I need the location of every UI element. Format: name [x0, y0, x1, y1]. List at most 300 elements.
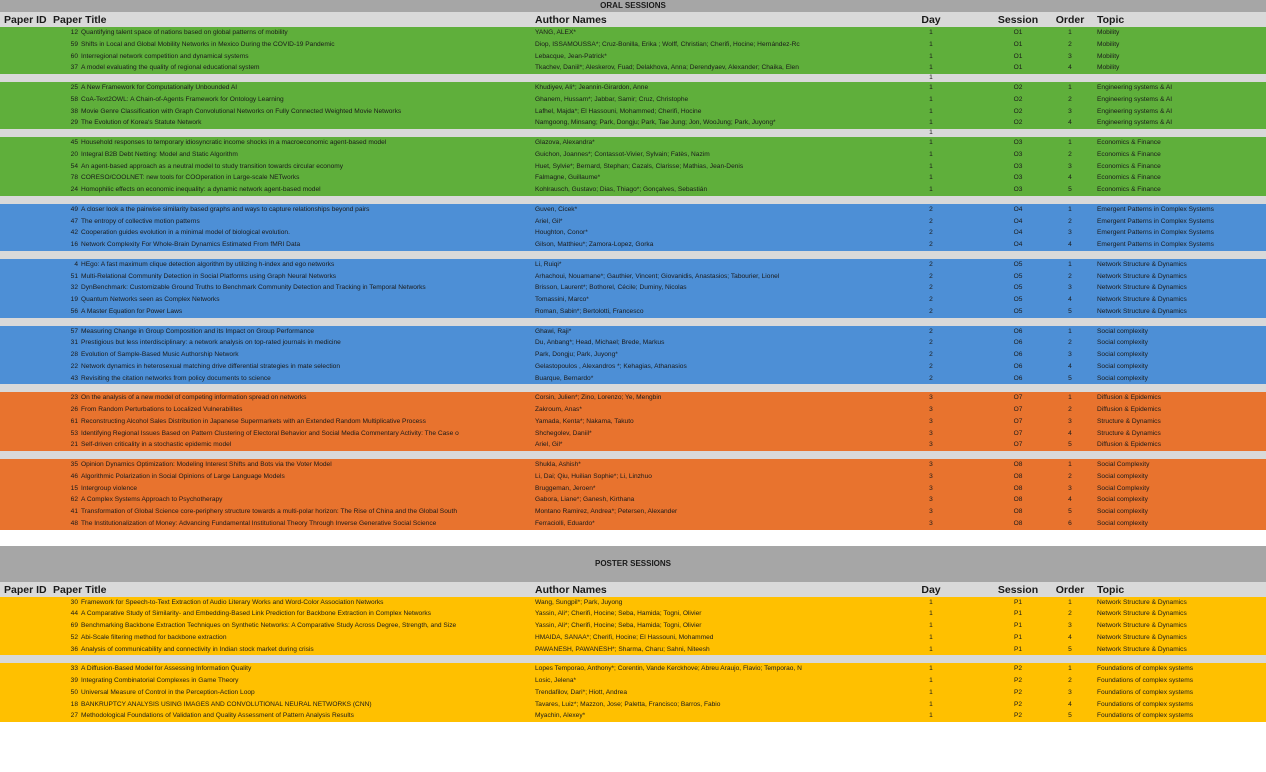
cell-topic: Foundations of complex systems [1097, 688, 1194, 696]
cell-session: O4 [1013, 229, 1023, 237]
cell-paper-title: Transformation of Global Science core-periphery structure towards a multi-polar horizon: The Rise of China and the Global South [81, 508, 458, 515]
cell-day: 2 [929, 284, 933, 292]
cell-paper-id: 46 [70, 472, 78, 480]
table-row[interactable] [0, 710, 1266, 722]
cell-session: P1 [1013, 598, 1023, 606]
cell-day: 1 [929, 29, 933, 36]
poster-sessions-title: POSTER SESSIONS [0, 546, 1266, 582]
cell-paper-id: 36 [70, 645, 78, 653]
header-paper-title[interactable]: Paper Title [53, 14, 107, 26]
cell-order: 3 [1068, 284, 1072, 292]
cell-day: 1 [929, 174, 933, 182]
cell-session: O8 [1013, 461, 1023, 468]
table-row[interactable] [0, 62, 1266, 74]
cell-order: 1 [1068, 461, 1072, 468]
header-author-names[interactable]: Author Names [535, 583, 607, 596]
cell-paper-id: 25 [70, 84, 78, 91]
cell-day: 1 [929, 633, 933, 641]
cell-author-names: Tavares, Luiz*; Mazzon, Jose; Paletta, Francisco; Barros, Fabio [535, 700, 721, 708]
cell-author-names: Houghton, Conor* [535, 229, 588, 237]
cell-day: 1 [929, 162, 933, 170]
header-order[interactable]: Order [1055, 583, 1085, 596]
cell-topic: Network Structure & Dynamics [1097, 284, 1187, 292]
table-row[interactable] [0, 608, 1266, 620]
table-row[interactable] [0, 483, 1266, 495]
cell-paper-id: 57 [70, 327, 78, 335]
cell-session: P2 [1013, 700, 1023, 708]
cell-session: P2 [1013, 677, 1023, 684]
table-row[interactable] [0, 416, 1266, 428]
cell-paper-title: Revisiting the citation networks from policy documents to science [81, 374, 271, 382]
cell-paper-id: 35 [70, 461, 78, 468]
cell-day: 1 [929, 622, 933, 629]
cell-author-names: Tomassini, Marco* [535, 296, 589, 303]
cell-topic: Structure & Dynamics [1097, 429, 1161, 437]
cell-session: O3 [1013, 162, 1023, 170]
cell-topic: Mobility [1097, 40, 1120, 48]
cell-topic: Network Structure & Dynamics [1097, 272, 1187, 280]
cell-paper-id: 78 [70, 174, 78, 182]
cell-paper-id: 45 [70, 139, 78, 146]
cell-order: 2 [1068, 677, 1072, 684]
cell-paper-id: 20 [70, 150, 78, 158]
header-day[interactable]: Day [921, 583, 941, 596]
cell-topic: Social complexity [1097, 351, 1148, 358]
table-row[interactable] [0, 106, 1266, 118]
cell-session: O1 [1013, 52, 1023, 60]
table-row[interactable] [0, 117, 1266, 129]
cell-paper-title: CoA-Text2OWL: A Chain-of-Agents Framework for Ontology Learning [81, 95, 284, 103]
table-row[interactable] [0, 39, 1266, 51]
cell-paper-id: 21 [70, 441, 78, 449]
cell-paper-id: 50 [70, 688, 78, 696]
cell-author-names: Glazova, Alexandra* [535, 139, 595, 146]
cell-paper-id: 32 [70, 284, 78, 292]
cell-paper-title: Universal Measure of Control in the Perception-Action Loop [81, 688, 255, 696]
cell-order: 3 [1068, 417, 1072, 425]
table-row[interactable] [0, 82, 1266, 94]
cell-author-names: Bruggeman, Jeroen* [535, 484, 596, 492]
cell-session: O3 [1013, 174, 1023, 182]
cell-paper-title: From Random Perturbations to Localized Vulnerabilites [81, 406, 243, 413]
cell-day: 2 [929, 339, 933, 347]
cell-paper-title: Movie Genre Classification with Graph Convolutional Networks on Fully Connected Weighted Movie Networks [81, 107, 402, 115]
cell-author-names: Gabora, Liane*; Ganesh, Kirthana [535, 496, 635, 504]
cell-paper-title: HEgo: A fast maximum clique detection algorithm by utilizing h-index and ego networks [81, 260, 335, 268]
cell-author-names: Wang, Sungpil*; Park, Juyong [535, 598, 623, 606]
cell-author-names: Kohlrausch, Gustavo; Dias, Thiago*; Gonçalves, Sebastián [535, 186, 708, 193]
cell-paper-id: 19 [70, 296, 78, 303]
cell-day: 3 [929, 429, 933, 437]
oral-header-row [0, 12, 1266, 27]
table-row[interactable] [0, 699, 1266, 711]
table-row[interactable] [0, 51, 1266, 63]
cell-topic: Economics & Finance [1097, 162, 1161, 170]
cell-session: O7 [1013, 441, 1023, 449]
cell-topic: Network Structure & Dynamics [1097, 260, 1187, 268]
cell-paper-id: 31 [70, 339, 78, 347]
cell-author-names: Zakroum, Anas* [535, 406, 582, 413]
cell-author-names: Ariel, Gil* [535, 441, 563, 449]
cell-topic: Engineering systems & AI [1097, 95, 1173, 103]
table-row[interactable] [0, 404, 1266, 416]
table-row[interactable] [0, 227, 1266, 239]
cell-paper-title: On the analysis of a new model of competing information spread on networks [81, 394, 307, 402]
header-author-names[interactable]: Author Names [535, 14, 607, 26]
cell-order: 5 [1068, 712, 1072, 720]
cell-author-names: Shukla, Ashish* [535, 461, 581, 468]
cell-paper-id: 56 [70, 307, 78, 315]
cell-topic: Economics & Finance [1097, 139, 1161, 146]
cell-order: 3 [1068, 107, 1072, 115]
header-paper-id[interactable]: Paper ID [4, 14, 47, 26]
poster-header-row [0, 582, 1266, 597]
cell-session: O2 [1013, 107, 1023, 115]
cell-session: O1 [1013, 29, 1023, 36]
cell-day: 1 [929, 40, 933, 48]
cell-paper-id: 47 [70, 217, 78, 225]
group-separator [0, 74, 1266, 82]
cell-session: O5 [1013, 296, 1023, 303]
cell-day: 3 [929, 441, 933, 449]
cell-author-names: Lopes Temporao, Anthony*; Corentin, Vande Kerckhove; Abreu Araujo, Flavio; Temporao, N [535, 665, 802, 673]
cell-paper-id: 29 [70, 119, 78, 127]
cell-topic: Emergent Patterns in Complex Systems [1097, 217, 1214, 225]
cell-session: O7 [1013, 417, 1023, 425]
cell-paper-id: 27 [70, 712, 78, 720]
table-row[interactable] [0, 644, 1266, 656]
cell-session: O7 [1013, 406, 1023, 413]
cell-topic: Economics & Finance [1097, 174, 1161, 182]
cell-author-names: Ghanem, Hussam*; Jabbar, Samir; Cruz, Christophe [535, 95, 689, 103]
table-row[interactable] [0, 428, 1266, 440]
cell-session: O6 [1013, 327, 1023, 335]
cell-topic: Foundations of complex systems [1097, 677, 1194, 684]
cell-paper-id: 62 [70, 496, 78, 504]
oral-table-body [0, 27, 1266, 530]
table-row[interactable] [0, 632, 1266, 644]
table-row[interactable] [0, 687, 1266, 699]
table-row[interactable] [0, 27, 1266, 39]
table-row[interactable] [0, 137, 1266, 149]
cell-day: 2 [929, 229, 933, 237]
table-row[interactable] [0, 271, 1266, 283]
table-row[interactable] [0, 161, 1266, 173]
cell-paper-title: Self-driven criticality in a stochastic epidemic model [81, 441, 232, 449]
table-row[interactable] [0, 216, 1266, 228]
cell-author-names: Lafhel, Majda*; El Hassouni, Mohammed; Cherifi, Hocine [535, 107, 702, 115]
cell-session: O6 [1013, 339, 1023, 347]
cell-day: 2 [929, 296, 933, 303]
cell-session: O3 [1013, 150, 1023, 158]
cell-order: 4 [1068, 174, 1072, 182]
cell-day: 2 [929, 205, 933, 213]
cell-session: O6 [1013, 351, 1023, 358]
cell-topic: Social complexity [1097, 519, 1148, 527]
table-row[interactable] [0, 172, 1266, 184]
cell-order: 5 [1068, 441, 1072, 449]
cell-session: O8 [1013, 508, 1023, 515]
cell-order: 4 [1068, 296, 1072, 303]
cell-day: 1 [929, 95, 933, 103]
cell-order: 2 [1068, 472, 1072, 480]
cell-order: 2 [1068, 406, 1072, 413]
group-separator [0, 251, 1266, 259]
cell-topic: Diffusion & Epidemics [1097, 394, 1162, 402]
table-row[interactable] [0, 506, 1266, 518]
cell-author-names: HMAIDA, SANAA*; Cherifi, Hocine; El Hassouni, Mohammed [535, 633, 714, 641]
cell-paper-id: 16 [70, 241, 78, 248]
table-row[interactable] [0, 675, 1266, 687]
cell-author-names: Ghawi, Raji* [535, 327, 572, 335]
cell-paper-title: Abi-Scale filtering method for backbone extraction [81, 633, 227, 641]
cell-order: 1 [1068, 260, 1072, 268]
cell-author-names: Guven, Cicek* [535, 205, 578, 213]
cell-author-names: Arhachoui, Nouamane*; Gauthier, Vincent; Giovanidis, Anastasios; Tabourier, Lionel [535, 272, 780, 280]
cell-paper-title: Quantum Networks seen as Complex Networks [81, 296, 220, 303]
cell-session: O7 [1013, 429, 1023, 437]
cell-session: O5 [1013, 307, 1023, 315]
cell-topic: Foundations of complex systems [1097, 665, 1194, 673]
header-topic[interactable]: Topic [1097, 14, 1125, 26]
cell-author-names: Ferraciolli, Eduardo* [535, 519, 595, 527]
cell-order: 4 [1068, 362, 1072, 370]
cell-topic: Emergent Patterns in Complex Systems [1097, 229, 1214, 237]
cell-author-names: Shchegolev, Daniil* [535, 429, 592, 437]
cell-day: 3 [929, 484, 933, 492]
cell-author-names: Yassin, Ali*; Cherifi, Hocine; Seba, Hamida; Togni, Olivier [535, 622, 702, 629]
cell-day: 3 [929, 508, 933, 515]
table-row[interactable] [0, 373, 1266, 385]
cell-day: 1 [929, 64, 933, 72]
cell-author-names: Diop, ISSAMOUSSA*; Cruz-Bonilla, Erika ; Wolff, Christian; Cherifi, Hocine; Hernández-Rc [535, 40, 800, 48]
cell-paper-title: BANKRUPTCY ANALYSIS USING IMAGES AND CONVOLUTIONAL NEURAL NETWORKS (CNN) [81, 700, 372, 708]
header-topic[interactable]: Topic [1097, 583, 1125, 596]
header-day[interactable]: Day [921, 14, 941, 26]
table-row[interactable] [0, 259, 1266, 271]
cell-paper-title: Methodological Foundations of Validation and Quality Assessment of Pattern Analysis Results [81, 712, 354, 720]
cell-session: O4 [1013, 241, 1023, 248]
cell-author-names: Montano Ramirez, Andrea*; Petersen, Alexander [535, 508, 678, 515]
cell-paper-id: 49 [70, 205, 78, 213]
cell-day: 3 [929, 519, 933, 527]
cell-order: 5 [1068, 508, 1072, 515]
table-row[interactable] [0, 471, 1266, 483]
cell-order: 2 [1068, 150, 1072, 158]
cell-order: 6 [1068, 519, 1072, 527]
header-paper-id[interactable]: Paper ID [4, 583, 47, 596]
cell-paper-id: 60 [70, 52, 78, 60]
cell-topic: Emergent Patterns in Complex Systems [1097, 205, 1214, 213]
table-row[interactable] [0, 184, 1266, 196]
cell-topic: Network Structure & Dynamics [1097, 307, 1187, 315]
cell-topic: Mobility [1097, 29, 1120, 36]
cell-author-names: Guichon, Joannes*; Contassot-Vivier, Sylvain; Fatès, Nazim [535, 150, 710, 158]
cell-paper-title: Measuring Change in Group Composition and its Impact on Group Performance [81, 327, 315, 335]
cell-order: 2 [1068, 339, 1072, 347]
table-row[interactable] [0, 663, 1266, 675]
cell-author-names: PAWANESH, PAWANESH*; Sharma, Charu; Sahni, Niteesh [535, 645, 710, 653]
cell-session: O2 [1013, 119, 1023, 127]
group-separator [0, 655, 1266, 663]
table-row[interactable] [0, 94, 1266, 106]
cell-paper-title: A model evaluating the quality of regional educational system [81, 64, 260, 72]
cell-session: O2 [1013, 84, 1023, 91]
cell-paper-title: Cooperation guides evolution in a minimal model of biological evolution. [81, 229, 290, 237]
cell-author-names: Buarque, Bernardo* [535, 374, 594, 382]
cell-topic: Network Structure & Dynamics [1097, 633, 1187, 641]
cell-paper-id: 41 [70, 508, 78, 515]
cell-author-names: Roman, Sabin*; Bertolotti, Francesco [535, 307, 644, 315]
cell-order: 5 [1068, 374, 1072, 382]
cell-order: 2 [1068, 272, 1072, 280]
cell-paper-title: Homophilic effects on economic inequality: a dynamic network agent-based model [81, 186, 321, 193]
cell-author-names: Brisson, Laurent*; Bothorel, Cécile; Duminy, Nicolas [535, 284, 687, 292]
cell-session: P1 [1013, 633, 1023, 641]
cell-order: 1 [1068, 327, 1072, 335]
cell-topic: Social complexity [1097, 362, 1148, 370]
table-row[interactable] [0, 306, 1266, 318]
cell-paper-id: 43 [70, 374, 78, 382]
cell-order: 1 [1068, 139, 1072, 146]
cell-topic: Network Structure & Dynamics [1097, 622, 1187, 629]
cell-author-names: Losic, Jelena* [535, 677, 577, 684]
cell-topic: Social complexity [1097, 327, 1148, 335]
table-row[interactable] [0, 459, 1266, 471]
cell-day: 1 [929, 139, 933, 146]
cell-paper-title: Shifts in Local and Global Mobility Networks in Mexico During the COVID-19 Pandemic [81, 40, 335, 48]
cell-order: 3 [1068, 52, 1072, 60]
table-row[interactable] [0, 149, 1266, 161]
cell-session: P2 [1013, 665, 1023, 673]
cell-order: 3 [1068, 351, 1072, 358]
table-row[interactable] [0, 282, 1266, 294]
cell-author-names: Li, Ruiqi* [535, 260, 562, 268]
cell-paper-title: Algorithmic Polarization in Social Opinions of Large Language Models [81, 472, 285, 480]
table-row[interactable] [0, 597, 1266, 609]
cell-paper-title: Framework for Speech-to-Text Extraction of Audio Literary Works and Word-Color Association Networks [81, 598, 384, 606]
cell-topic: Diffusion & Epidemics [1097, 441, 1162, 449]
table-row[interactable] [0, 494, 1266, 506]
cell-paper-title: DynBenchmark: Customizable Ground Truths to Benchmark Community Detection and Tracking in Temporal Networks [81, 284, 426, 292]
cell-paper-id: 22 [70, 362, 78, 370]
cell-author-names: Ariel, Gil* [535, 217, 563, 225]
cell-paper-id: 23 [70, 394, 78, 402]
cell-day: 3 [929, 461, 933, 468]
cell-day: 3 [929, 496, 933, 504]
table-row[interactable] [0, 518, 1266, 530]
cell-topic: Social complexity [1097, 339, 1148, 347]
cell-topic: Economics & Finance [1097, 150, 1161, 158]
header-session[interactable]: Session [997, 14, 1039, 26]
cell-paper-title: Integrating Combinatorial Complexes in Game Theory [81, 677, 239, 684]
cell-topic: Mobility [1097, 52, 1120, 60]
cell-author-names: Yamada, Kenta*; Nakama, Takuto [535, 417, 634, 425]
cell-paper-id: 38 [70, 107, 78, 115]
cell-paper-id: 33 [70, 665, 78, 673]
cell-paper-id: 42 [70, 229, 78, 237]
cell-topic: Network Structure & Dynamics [1097, 296, 1187, 303]
header-order[interactable]: Order [1055, 14, 1085, 26]
cell-order: 1 [1068, 394, 1072, 402]
cell-day: 2 [929, 374, 933, 382]
cell-day: 1 [929, 688, 933, 696]
table-row[interactable] [0, 326, 1266, 338]
table-row[interactable] [0, 349, 1266, 361]
cell-day: 3 [929, 406, 933, 413]
cell-topic: Social complexity [1097, 472, 1148, 480]
cell-paper-id: 26 [70, 406, 78, 413]
oral-sessions-title: ORAL SESSIONS [0, 0, 1266, 12]
cell-paper-title: Household responses to temporary idiosyncratic income shocks in a macroeconomic agent-based model [81, 139, 387, 146]
header-paper-title[interactable]: Paper Title [53, 583, 107, 596]
cell-session: P1 [1013, 610, 1023, 618]
table-row[interactable] [0, 392, 1266, 404]
cell-order: 5 [1068, 645, 1072, 653]
table-row[interactable] [0, 361, 1266, 373]
cell-paper-id: 52 [70, 633, 78, 641]
cell-day: 1 [929, 84, 933, 91]
cell-session: O6 [1013, 374, 1023, 382]
table-row[interactable] [0, 620, 1266, 632]
cell-order: 3 [1068, 162, 1072, 170]
cell-order: 3 [1068, 229, 1072, 237]
cell-paper-id: 59 [70, 40, 78, 48]
cell-author-names: Corsin, Julien*; Zino, Lorenzo; Ye, Mengbin [535, 394, 662, 402]
cell-paper-title: CORESO/COOLNET: new tools for COOperation in Large-scale NETworks [81, 174, 300, 182]
table-row[interactable] [0, 439, 1266, 451]
cell-topic: Emergent Patterns in Complex Systems [1097, 241, 1214, 248]
cell-paper-id: 18 [70, 700, 78, 708]
cell-author-names: Trendafilov, Dari*; Hiott, Andrea [535, 688, 627, 696]
cell-day: 3 [929, 394, 933, 402]
cell-paper-id: 24 [70, 186, 78, 193]
table-row[interactable] [0, 204, 1266, 216]
cell-session: P2 [1013, 688, 1023, 696]
cell-session: O4 [1013, 205, 1023, 213]
cell-paper-id: 39 [70, 677, 78, 684]
cell-topic: Mobility [1097, 64, 1120, 72]
cell-session: O1 [1013, 64, 1023, 72]
cell-topic: Social Complexity [1097, 484, 1150, 492]
cell-day: 1 [929, 645, 933, 653]
cell-order: 1 [1068, 665, 1072, 673]
table-row[interactable] [0, 239, 1266, 251]
header-session[interactable]: Session [997, 583, 1039, 596]
cell-order: 1 [1068, 29, 1072, 36]
table-row[interactable] [0, 294, 1266, 306]
cell-topic: Social complexity [1097, 496, 1148, 504]
table-row[interactable] [0, 337, 1266, 349]
cell-order: 4 [1068, 429, 1072, 437]
cell-paper-id: 61 [70, 417, 78, 425]
cell-order: 2 [1068, 610, 1072, 618]
cell-topic: Network Structure & Dynamics [1097, 610, 1187, 618]
cell-paper-title: Network dynamics in heterosexual matching drive differential strategies in mate selection [81, 362, 340, 370]
cell-order: 4 [1068, 241, 1072, 248]
cell-paper-title: A Diffusion-Based Model for Assessing Information Quality [81, 665, 252, 673]
cell-session: O7 [1013, 394, 1023, 402]
cell-paper-id: 54 [70, 162, 78, 170]
cell-session: P1 [1013, 645, 1023, 653]
cell-paper-title: Integral B2B Debt Netting: Model and Static Algorithm [81, 150, 238, 158]
cell-paper-id: 28 [70, 351, 78, 358]
cell-session: O3 [1013, 186, 1023, 193]
cell-paper-title: Prestigious but less interdisciplinary: a network analysis on top-rated journals in medicine [81, 339, 341, 347]
cell-session: O8 [1013, 519, 1023, 527]
group-separator [0, 318, 1266, 326]
cell-topic: Engineering systems & AI [1097, 119, 1173, 127]
